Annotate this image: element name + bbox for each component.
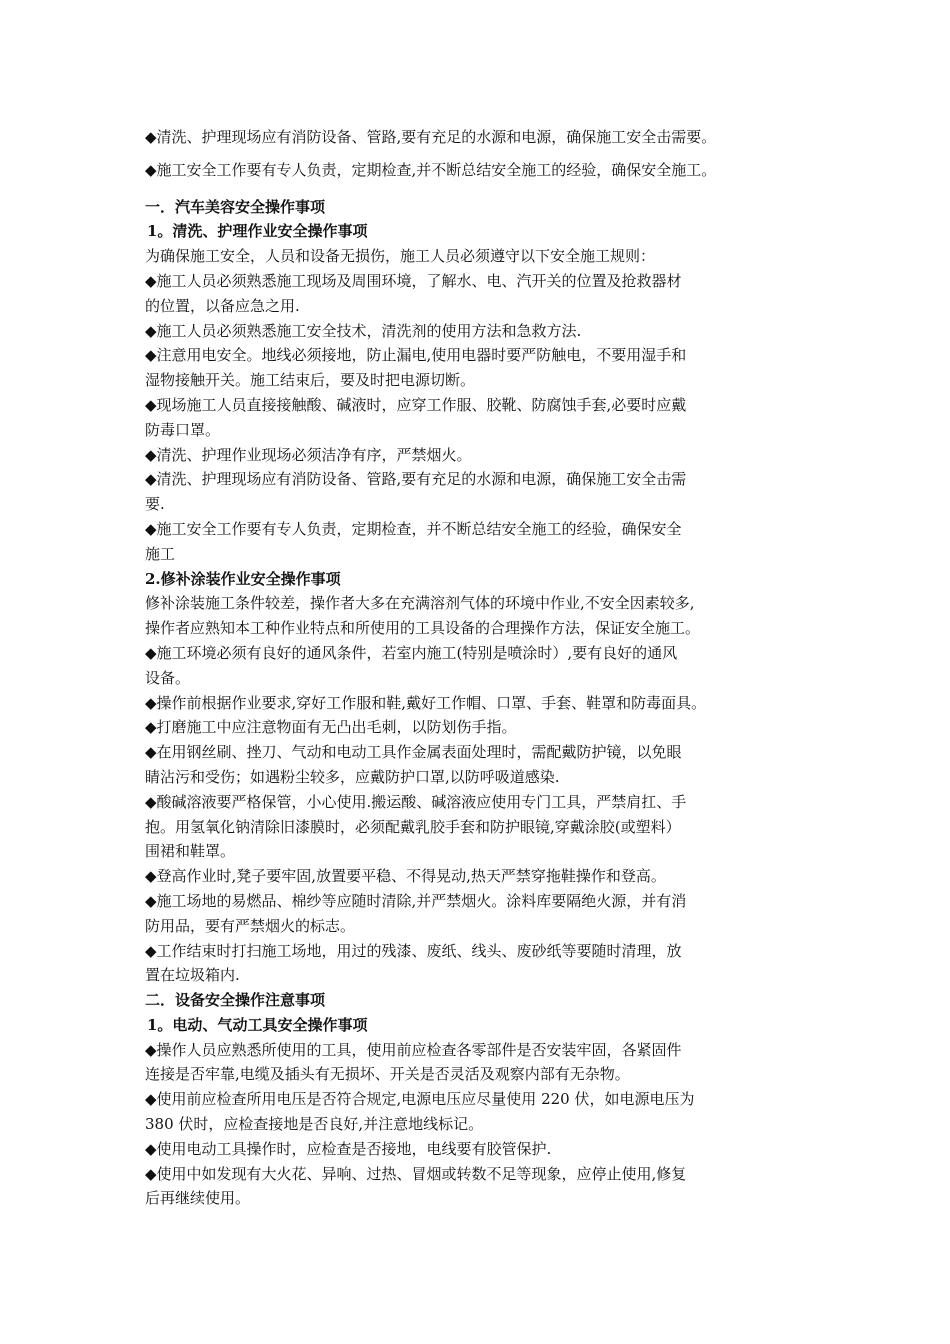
text-line: 抱。用氢氧化钠清除旧漆膜时，必须配戴乳胶手套和防护眼镜,穿戴涂胶(或塑料） <box>145 817 681 836</box>
top-line-2: ◆施工安全工作要有专人负责，定期检查,并不断总结安全施工的经验，确保安全施工。 <box>145 160 717 179</box>
text-line: 防用品，要有严禁烟火的标志。 <box>145 916 356 935</box>
text-line: ◆在用钢丝刷、挫刀、气动和电动工具作金属表面处理时，需配戴防护镜，以免眼 <box>145 743 682 762</box>
text-line: ◆注意用电安全。地线必须接地，防止漏电,使用电器时要严防触电，不要用湿手和 <box>145 346 687 365</box>
text-line: ◆操作人员应熟悉所使用的工具，使用前应检查各零部件是否安装牢固，各紧固件 <box>145 1040 682 1059</box>
text-line: ◆使用前应检查所用电压是否符合规定,电源电压应尽量使用 220 伏，如电源电压为 <box>145 1090 695 1109</box>
text-line: ◆登高作业时,凳子要牢固,放置要平稳、不得晃动,热天严禁穿拖鞋操作和登高。 <box>145 867 666 886</box>
text-line: 连接是否牢靠,电缆及插头有无损坏、开关是否灵活及观察内部有无杂物。 <box>145 1065 630 1084</box>
text-line: ◆打磨施工中应注意物面有无凸出毛刺，以防划伤手指。 <box>145 718 517 737</box>
text-line: 的位置，以备应急之用. <box>145 296 300 315</box>
text-line: 睛沾污和受伤；如遇粉尘较多，应戴防护口罩,以防呼吸道感染. <box>145 767 560 786</box>
text-line: ◆施工场地的易燃品、棉纱等应随时清除,并严禁烟火。涂料库要隔绝火源，并有消 <box>145 891 687 910</box>
text-line: ◆酸碱溶液要严格保管，小心使用.搬运酸、碱溶液应使用专门工具，严禁肩扛、手 <box>145 792 687 811</box>
text-line: 湿物接触开关。施工结束后，要及时把电源切断。 <box>145 371 476 390</box>
text-line: 要. <box>145 495 165 514</box>
section2-sub1-title: 1。电动、气动工具安全操作事项 <box>147 1015 368 1034</box>
text-line: 后再继续使用。 <box>145 1189 251 1208</box>
text-line: ◆使用电动工具操作时，应检查是否接地，电线要有胶管保护. <box>145 1139 552 1158</box>
text-line: ◆现场施工人员直接接触酸、碱液时，应穿工作服、胶靴、防腐蚀手套,必要时应戴 <box>145 395 687 414</box>
section1-sub1-title: 1。清洗、护理作业安全操作事项 <box>147 222 368 241</box>
section2-title: 二．设备安全操作注意事项 <box>145 991 326 1010</box>
text-line: 修补涂装施工条件较差，操作者大多在充满溶剂气体的环境中作业,不安全因素较多, <box>145 594 695 613</box>
text-line: ◆清洗、护理现场应有消防设备、管路,要有充足的水源和电源，确保施工安全击需 <box>145 470 687 489</box>
text-line: 防毒口罩。 <box>145 420 221 439</box>
text-line: 操作者应熟知本工种作业特点和所使用的工具设备的合理操作方法，保证安全施工。 <box>145 619 701 638</box>
text-line: ◆施工人员必须熟悉施工现场及周围环境，了解水、电、汽开关的位置及抢救器材 <box>145 271 682 290</box>
text-line: ◆施工环境必须有良好的通风条件，若室内施工(特别是喷涂时）,要有良好的通风 <box>145 643 678 662</box>
text-line: ◆使用中如发现有大火花、异响、过热、冒烟或转数不足等现象，应停止使用,修复 <box>145 1164 687 1183</box>
section2-sub1-body <box>145 1038 785 1212</box>
top-line-1: ◆清洗、护理现场应有消防设备、管路,要有充足的水源和电源，确保施工安全击需要。 <box>145 128 717 146</box>
text-line: 380 伏时，应检查接地是否良好,并注意地线标记。 <box>145 1115 484 1134</box>
document-page <box>145 125 785 1211</box>
text-line: 围裙和鞋罩。 <box>145 842 236 861</box>
section1-sub2-body <box>145 591 785 988</box>
text-line: ◆工作结束时打扫施工场地，用过的残漆、废纸、线头、废砂纸等要随时清理，放 <box>145 941 682 960</box>
section1-sub1-body <box>145 244 785 566</box>
section1-title: 一．汽车美容安全操作事项 <box>145 197 326 216</box>
text-line: ◆清洗、护理作业现场必须洁净有序，严禁烟火。 <box>145 445 472 464</box>
section1-sub2-title: 2.修补涂装作业安全操作事项 <box>145 569 341 588</box>
text-line: 设备。 <box>145 668 191 687</box>
text-line: 为确保施工安全，人员和设备无损伤，施工人员必须遵守以下安全施工规则： <box>145 247 656 266</box>
text-line: 置在垃圾箱内. <box>145 966 240 985</box>
text-line: ◆操作前根据作业要求,穿好工作服和鞋,戴好工作帽、口罩、手套、鞋罩和防毒面具。 <box>145 693 707 712</box>
text-line: 施工 <box>145 544 176 563</box>
text-line: ◆施工人员必须熟悉施工安全技术，清洗剂的使用方法和急救方法. <box>145 321 582 340</box>
text-line: ◆施工安全工作要有专人负责，定期检查，并不断总结安全施工的经验，确保安全 <box>145 519 682 538</box>
